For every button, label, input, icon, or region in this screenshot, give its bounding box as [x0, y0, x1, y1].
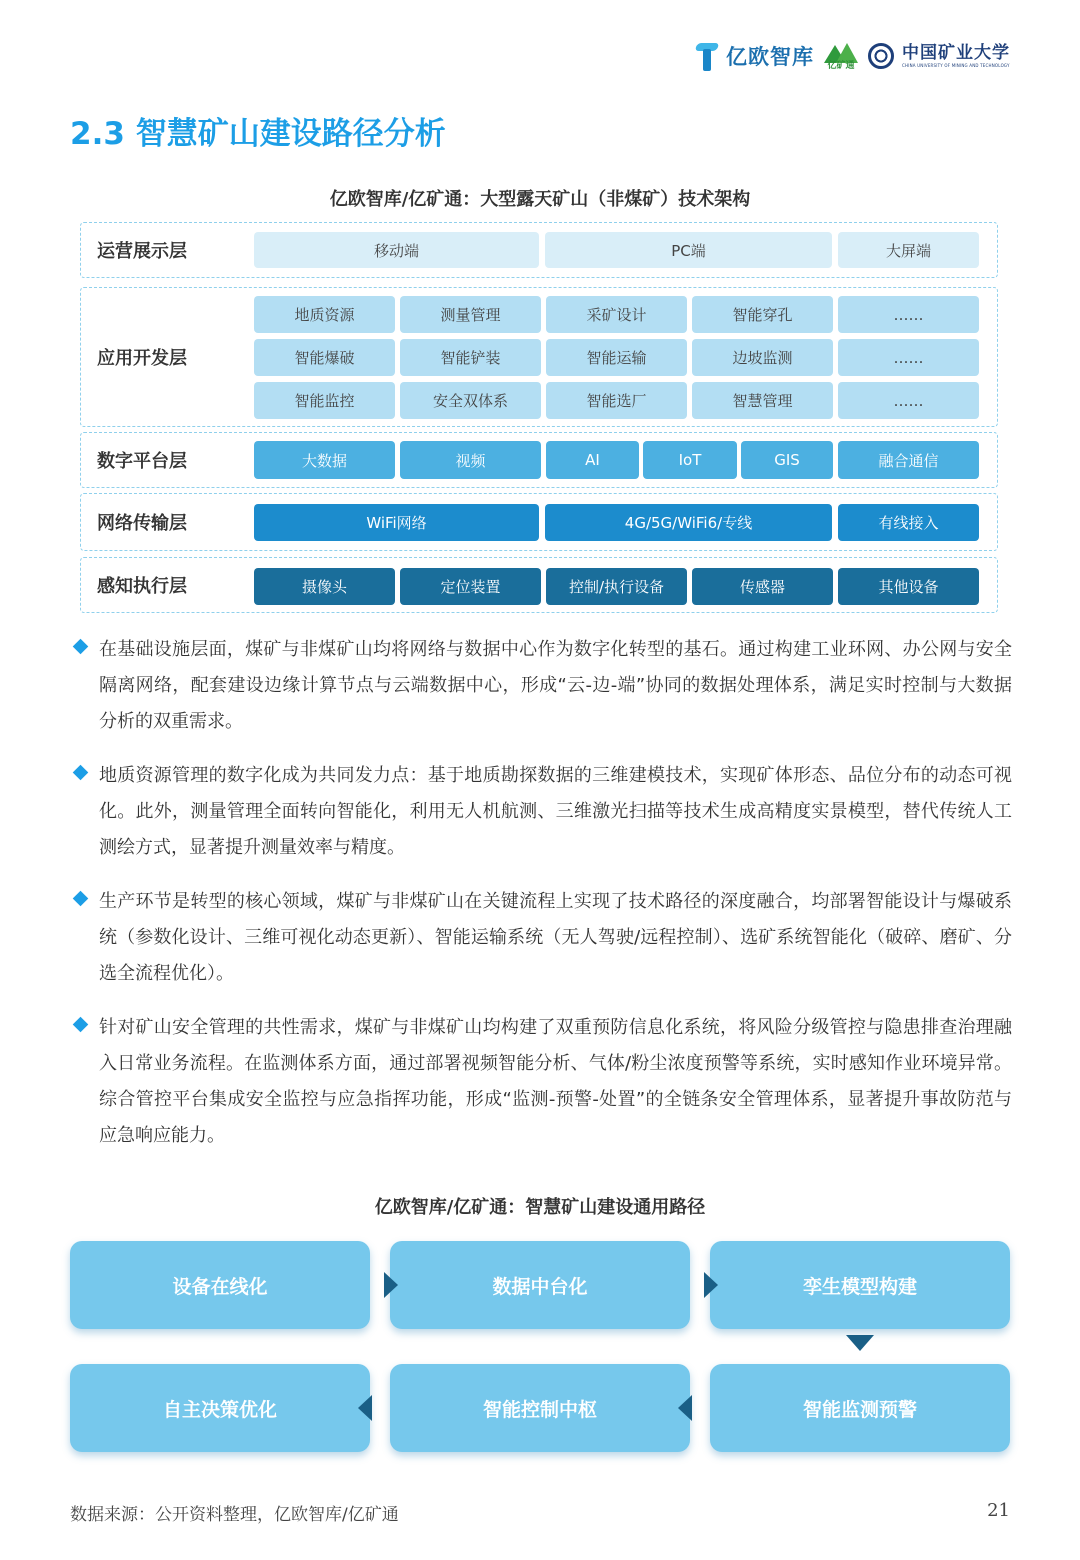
digital-cell: 融合通信	[838, 441, 979, 479]
arrow-right-icon	[384, 1272, 398, 1298]
app-cell: 智能铲装	[400, 339, 541, 376]
ykt-logo-text: 亿矿通	[827, 61, 855, 71]
bullet-text: 生产环节是转型的核心领域，煤矿与非煤矿山在关键流程上实现了技术路径的深度融合，均部署智能设计与爆破系统（参数化设计、三维可视化动态更新）、智能运输系统（无人驾驶/远程控制）、选矿系统智能化（破碎、磨矿、分选全流程优化）。	[99, 891, 1012, 984]
arrow-down-icon	[846, 1335, 874, 1351]
arrow-left-icon	[678, 1395, 692, 1421]
app-cell: 智能爆破	[254, 339, 395, 376]
app-cell: ……	[838, 296, 979, 333]
app-cell: ……	[838, 339, 979, 376]
digital-cell: GIS	[741, 441, 833, 479]
diamond-bullet-icon	[73, 891, 89, 907]
layer-ops	[80, 222, 998, 278]
path-step: 自主决策优化	[70, 1364, 370, 1452]
ops-cell: 移动端	[254, 232, 539, 268]
layer-sense-label: 感知执行层	[97, 576, 187, 597]
app-cell: 地质资源	[254, 296, 395, 333]
sense-cell: 定位装置	[400, 568, 541, 605]
layer-network	[80, 493, 998, 551]
path-step: 孪生模型构建	[710, 1241, 1010, 1329]
ops-cell: PC端	[545, 232, 832, 268]
app-cell: 安全双体系	[400, 382, 541, 419]
diamond-bullet-icon	[73, 765, 89, 781]
path-step: 智能控制中枢	[390, 1364, 690, 1452]
network-cell: WiFi网络	[254, 504, 539, 541]
cumt-logo-cn: 中国矿业大学	[902, 42, 1010, 63]
bullet-item	[72, 884, 1012, 992]
diamond-bullet-icon	[73, 639, 89, 655]
layer-ops-label: 运营展示层	[97, 241, 187, 262]
page-number: 21	[987, 1500, 1010, 1521]
bullet-text: 针对矿山安全管理的共性需求，煤矿与非煤矿山均构建了双重预防信息化系统，将风险分级管控与隐患排查治理融入日常业务流程。在监测体系方面，通过部署视频智能分析、气体/粉尘浓度预警等系统，实时感知作业环境异常。综合管控平台集成安全监控与应急指挥功能，形成“监测-预警-处置”的全链条安全管理体系，显著提升事故防范与应急响应能力。	[99, 1017, 1012, 1146]
bullet-item	[72, 1010, 1012, 1154]
bullet-text: 地质资源管理的数字化成为共同发力点：基于地质勘探数据的三维建模技术，实现矿体形态、品位分布的动态可视化。此外，测量管理全面转向智能化，利用无人机航测、三维激光扫描等技术生成高精度实景模型，替代传统人工测绘方式，显著提升测量效率与精度。	[99, 765, 1012, 858]
diamond-bullet-icon	[73, 1017, 89, 1033]
cumt-seal-icon	[868, 43, 894, 69]
layer-app	[80, 287, 998, 427]
arrow-left-icon	[358, 1395, 372, 1421]
path-step: 数据中台化	[390, 1241, 690, 1329]
arrow-right-icon	[704, 1272, 718, 1298]
ykt-logo-icon	[822, 41, 860, 71]
cumt-logo	[902, 42, 1010, 68]
yiou-logo-text: 亿欧智库	[726, 45, 814, 69]
app-cell: 智慧管理	[692, 382, 833, 419]
digital-cell: 大数据	[254, 441, 395, 479]
arch-caption: 亿欧智库/亿矿通：大型露天矿山（非煤矿）技术架构	[329, 189, 751, 210]
bullet-text: 在基础设施层面，煤矿与非煤矿山均将网络与数据中心作为数字化转型的基石。通过构建工业环网、办公网与安全隔离网络，配套建设边缘计算节点与云端数据中心，形成“云-边-端”协同的数据处理体系，满足实时控制与大数据分析的双重需求。	[99, 639, 1012, 732]
network-cell: 有线接入	[838, 504, 979, 541]
layer-app-label: 应用开发层	[97, 348, 187, 369]
app-cell: 智能运输	[546, 339, 687, 376]
app-cell: 测量管理	[400, 296, 541, 333]
data-source: 数据来源：公开资料整理，亿欧智库/亿矿通	[70, 1505, 399, 1525]
layer-digital	[80, 432, 998, 488]
app-cell: ……	[838, 382, 979, 419]
page-title: 2.3 智慧矿山建设路径分析	[70, 116, 446, 152]
network-cell: 4G/5G/WiFi6/专线	[545, 504, 832, 541]
layer-network-label: 网络传输层	[97, 513, 187, 534]
yiou-logo-icon	[696, 41, 718, 71]
digital-cell: IoT	[643, 441, 737, 479]
sense-cell: 其他设备	[838, 568, 979, 605]
bullet-item	[72, 758, 1012, 866]
ops-cell: 大屏端	[838, 232, 979, 268]
sense-cell: 传感器	[692, 568, 833, 605]
cumt-logo-en: CHINA UNIVERSITY OF MINING AND TECHNOLOGY	[902, 62, 1010, 68]
digital-cell: 视频	[400, 441, 541, 479]
app-cell: 智能穿孔	[692, 296, 833, 333]
sense-cell: 摄像头	[254, 568, 395, 605]
app-cell: 智能选厂	[546, 382, 687, 419]
layer-sense	[80, 557, 998, 613]
path-step: 设备在线化	[70, 1241, 370, 1329]
path-caption: 亿欧智库/亿矿通：智慧矿山建设通用路径	[374, 1197, 706, 1218]
layer-digital-label: 数字平台层	[97, 451, 187, 472]
app-cell: 采矿设计	[546, 296, 687, 333]
app-cell: 边坡监测	[692, 339, 833, 376]
header-logos	[696, 38, 1010, 74]
sense-cell: 控制/执行设备	[546, 568, 687, 605]
app-cell: 智能监控	[254, 382, 395, 419]
digital-cell: AI	[546, 441, 639, 479]
bullet-item	[72, 632, 1012, 740]
path-step: 智能监测预警	[710, 1364, 1010, 1452]
